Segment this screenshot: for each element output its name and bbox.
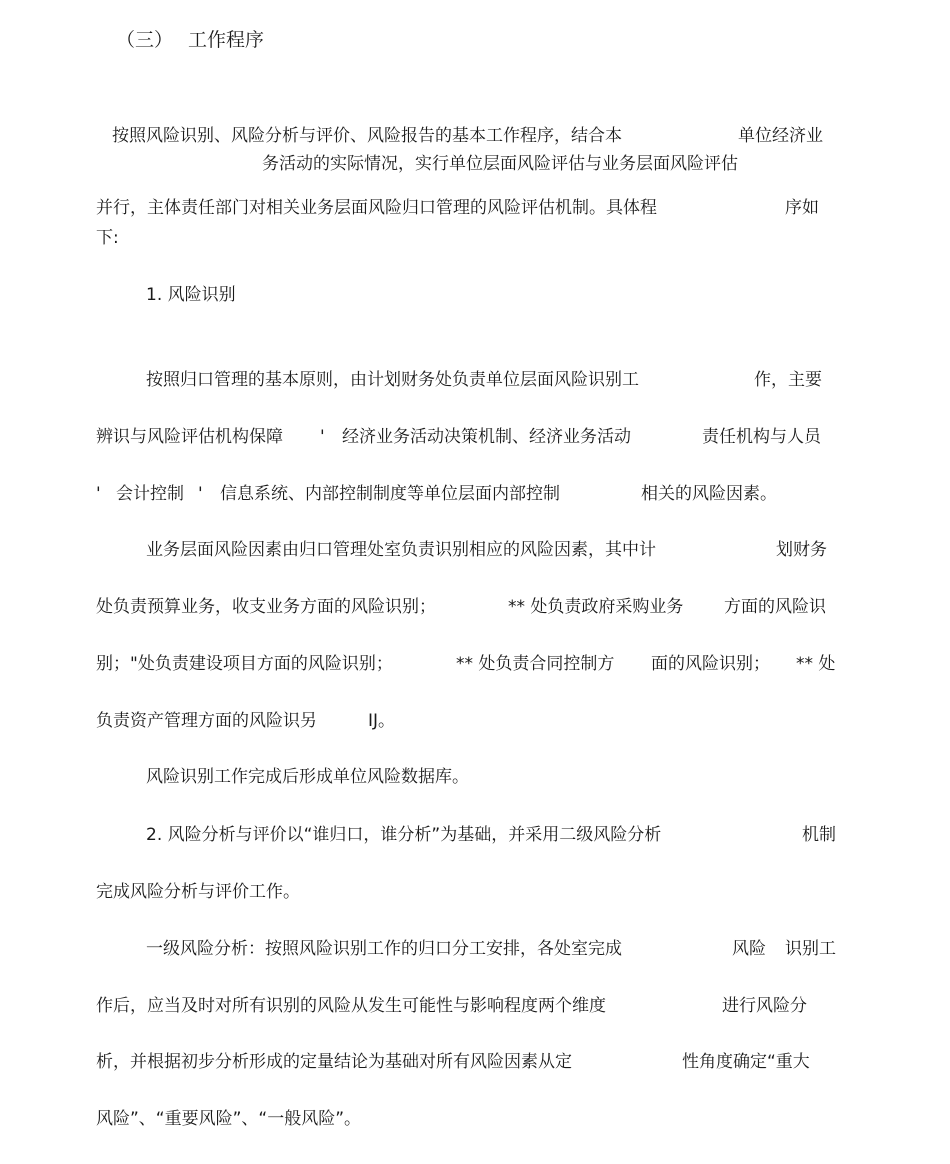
- paragraph-text: 会计控制: [116, 484, 184, 504]
- paragraph-text: 负责资产管理方面的风险识另: [96, 711, 317, 731]
- paragraph-text: 相关的风险因素。: [641, 484, 777, 504]
- subheading-risk-identification: 1. 风险识别: [146, 285, 236, 305]
- paragraph-text: ** 处负责合同控制方: [456, 654, 615, 674]
- paragraph-text: 单位经济业: [738, 126, 823, 146]
- paragraph-text: ': [320, 427, 325, 447]
- paragraph-text: 务活动的实际情况，实行单位层面风险评估与业务层面风险评估: [262, 154, 738, 174]
- paragraph-text: 业务层面风险因素由归口管理处室负责识别相应的风险因素，其中计: [146, 540, 656, 560]
- paragraph-text: 别；"处负责建设项目方面的风险识别；: [96, 654, 393, 674]
- paragraph-text: 按照风险识别、风险分析与评价、风险报告的基本工作程序，结合本: [112, 126, 622, 146]
- section-heading-marker: （三）: [116, 29, 174, 51]
- paragraph-text: 处负责预算业务，收支业务方面的风险识别；: [96, 597, 436, 617]
- paragraph-text: 信息系统、内部控制制度等单位层面内部控制: [220, 484, 560, 504]
- paragraph-text: 划财务: [776, 540, 827, 560]
- subheading-risk-analysis: 2. 风险分析与评价以“谁归口，谁分析”为基础，并采用二级风险分析: [146, 825, 662, 845]
- section-heading-title: 工作程序: [188, 29, 265, 51]
- paragraph-text: 性角度确定“重大: [682, 1052, 810, 1072]
- paragraph-text: ** 处: [796, 654, 836, 674]
- paragraph-text: ': [96, 484, 101, 504]
- paragraph-text: 析，并根据初步分析形成的定量结论为基础对所有风险因素从定: [96, 1052, 572, 1072]
- paragraph-text: 责任机构与人员: [702, 427, 821, 447]
- paragraph-text: 一级风险分析：按照风险识别工作的归口分工安排，各处室完成: [146, 939, 622, 959]
- paragraph-text: 辨识与风险评估机构保障: [96, 427, 283, 447]
- paragraph-text: 经济业务活动决策机制、经济业务活动: [342, 427, 631, 447]
- paragraph-text: 机制: [802, 825, 836, 845]
- paragraph-text: ': [198, 484, 203, 504]
- paragraph-text: 风险识别工作完成后形成单位风险数据库。: [146, 767, 469, 787]
- paragraph-text: 按照归口管理的基本原则，由计划财务处负责单位层面风险识别工: [146, 370, 639, 390]
- paragraph-text: 面的风险识别；: [651, 654, 770, 674]
- paragraph-text: IJ。: [368, 711, 396, 731]
- paragraph-text: 作，主要: [754, 370, 822, 390]
- paragraph-text: 方面的风险识: [724, 597, 826, 617]
- paragraph-text: 下:: [96, 228, 119, 248]
- paragraph-text: 风险”、“重要风险”、“一般风险”。: [96, 1109, 362, 1129]
- paragraph-text: 作后，应当及时对所有识别的风险从发生可能性与影响程度两个维度: [96, 996, 606, 1016]
- paragraph-text: 序如: [785, 198, 819, 218]
- paragraph-text: 识别工: [785, 939, 836, 959]
- paragraph-text: 风险: [732, 939, 766, 959]
- paragraph-text: 并行，主体责任部门对相关业务层面风险归口管理的风险评估机制。具体程: [96, 198, 657, 218]
- paragraph-text: ** 处负责政府采购业务: [508, 597, 684, 617]
- paragraph-text: 完成风险分析与评价工作。: [96, 882, 300, 902]
- paragraph-text: 进行风险分: [722, 996, 807, 1016]
